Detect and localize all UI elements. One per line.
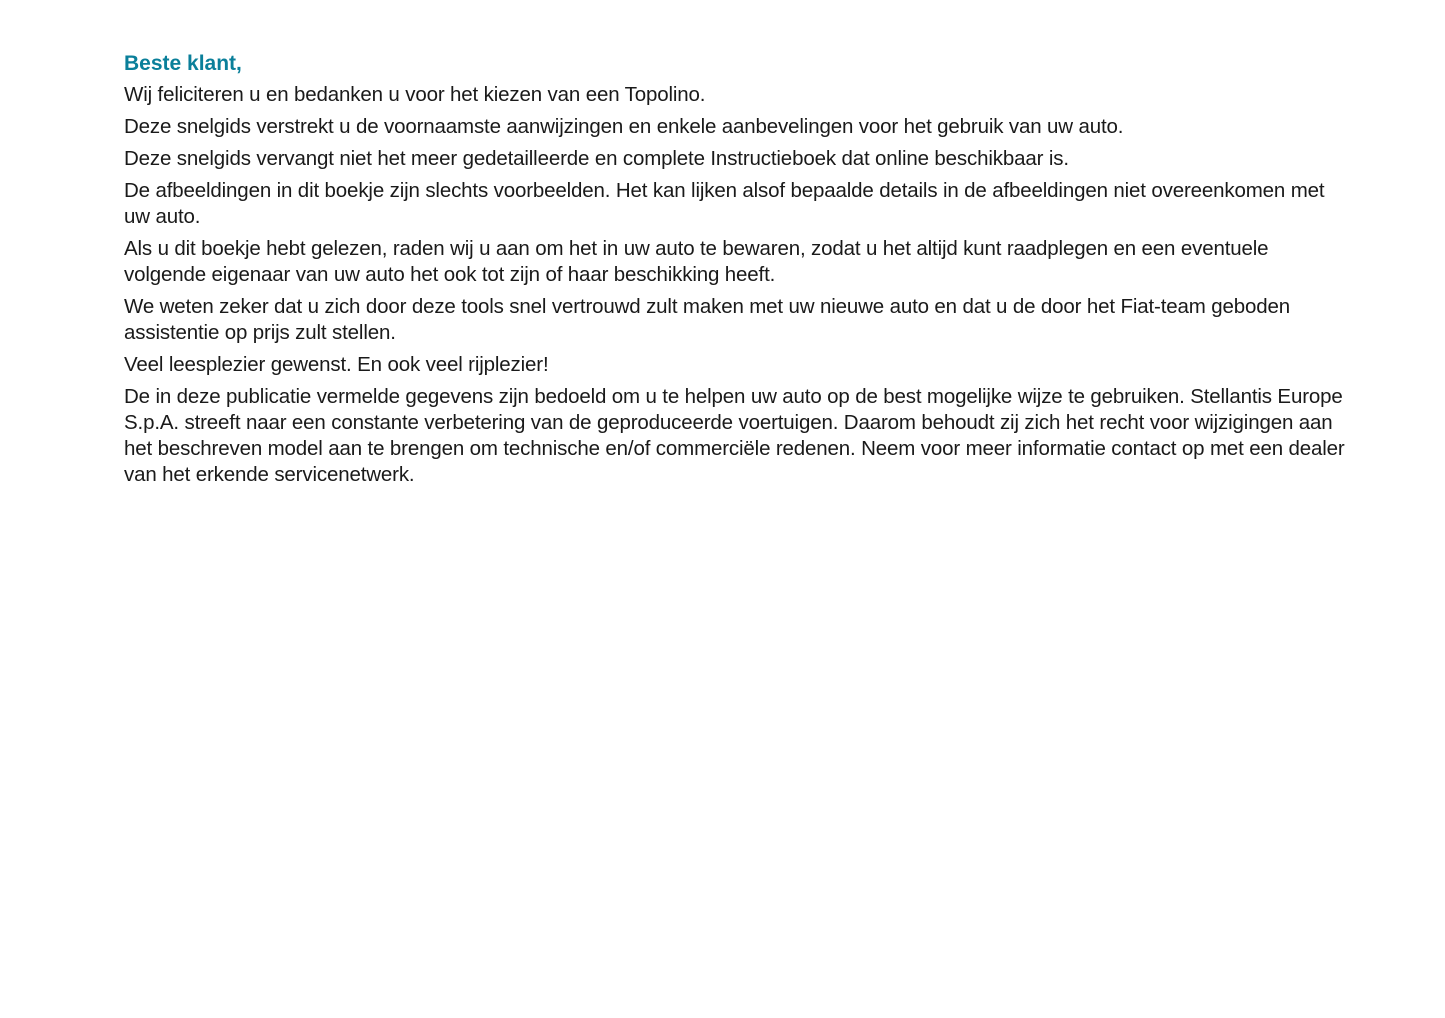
- paragraph-congratulations: Wij feliciteren u en bedanken u voor het kiezen van een Topolino.: [124, 83, 706, 106]
- paragraph-guide-purpose: Deze snelgids verstrekt u de voornaamste aanwijzingen en enkele aanbevelingen voor het gebruik van uw auto.: [124, 115, 1124, 138]
- paragraph-keep-booklet: Als u dit boekje hebt gelezen, raden wij u aan om het in uw auto te bewaren, zodat u het altijd kunt raadplegen en een eventuele volgende eigenaar van uw auto het ook tot zijn of haar beschikking heeft.: [124, 237, 1269, 286]
- document-page: [124, 50, 1349, 494]
- greeting-heading: Beste klant,: [124, 52, 242, 75]
- paragraph-disclaimer: De in deze publicatie vermelde gegevens zijn bedoeld om u te helpen uw auto op de best mogelijke wijze te gebruiken. Stellantis Europe S.p.A. streeft naar een constante verbetering van de geproduceerde voertuigen. Daarom behoudt zij zich het recht voor wijzigingen aan het beschreven model aan te brengen om technische en/of commerciële redenen. Neem voor meer informatie contact op met een dealer van het erkende servicenetwerk.: [124, 385, 1345, 486]
- paragraph-enjoy: Veel leesplezier gewenst. En ook veel rijplezier!: [124, 353, 549, 376]
- paragraph-fiat-team: We weten zeker dat u zich door deze tools snel vertrouwd zult maken met uw nieuwe auto en dat u de door het Fiat-team geboden assistentie op prijs zult stellen.: [124, 295, 1290, 344]
- paragraph-manual-note: Deze snelgids vervangt niet het meer gedetailleerde en complete Instructieboek dat online beschikbaar is.: [124, 147, 1069, 170]
- paragraph-images-note: De afbeeldingen in dit boekje zijn slechts voorbeelden. Het kan lijken alsof bepaalde details in de afbeeldingen niet overeenkomen met uw auto.: [124, 179, 1325, 228]
